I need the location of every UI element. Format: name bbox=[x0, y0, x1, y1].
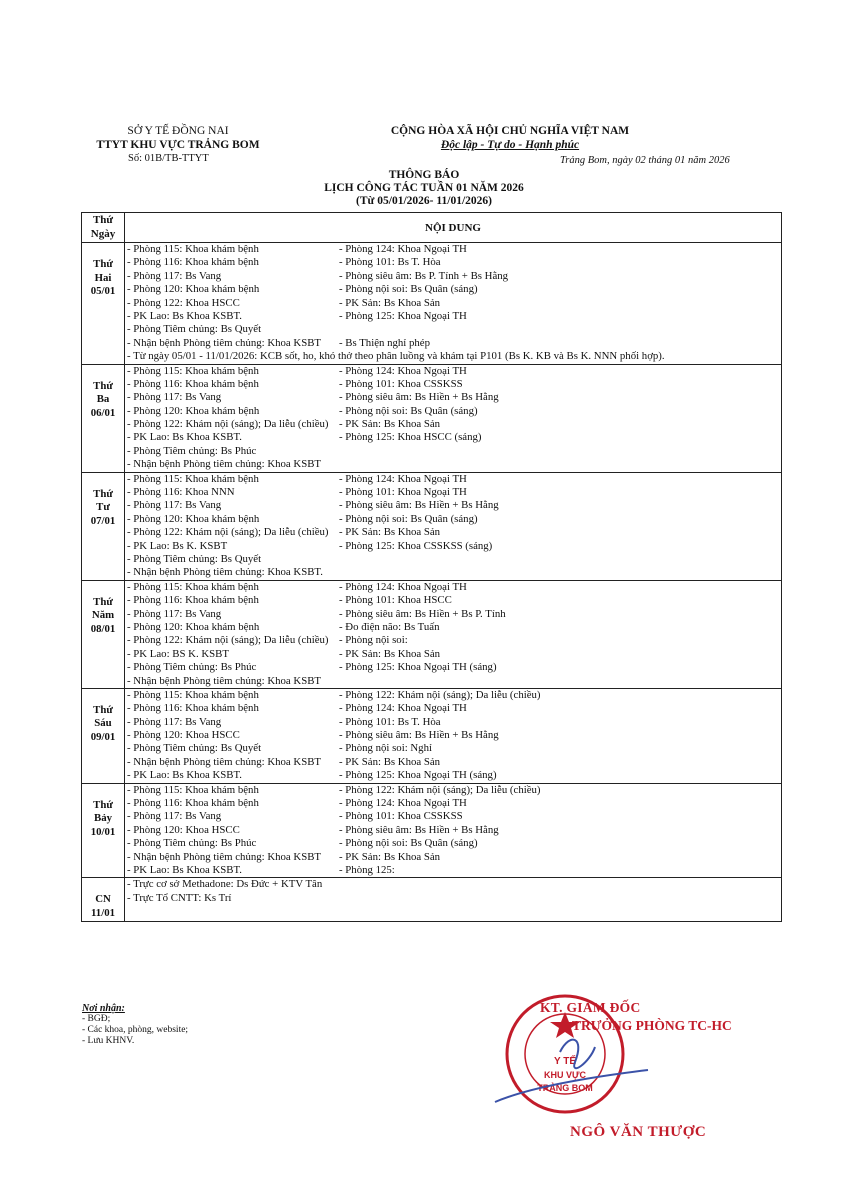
schedule-line bbox=[125, 513, 781, 526]
schedule-line bbox=[125, 648, 781, 661]
day-label: Bảy bbox=[94, 812, 112, 825]
schedule-line bbox=[125, 323, 781, 336]
assignment-right bbox=[339, 553, 781, 566]
assignment-left: - Phòng Tiêm chủng: Bs Phúc bbox=[127, 837, 257, 850]
assignment-left: - Nhận bệnh Phòng tiêm chủng: Khoa KSBT bbox=[127, 755, 322, 768]
day-row bbox=[82, 472, 782, 580]
doc-number: Số: 01B/TB-TTYT bbox=[128, 153, 209, 164]
schedule-line bbox=[125, 473, 781, 486]
schedule-line bbox=[125, 824, 781, 837]
schedule-line bbox=[125, 365, 781, 378]
assignment-left: - Nhận bệnh Phòng tiêm chủng: Khoa KSBT bbox=[127, 850, 322, 863]
schedule-line bbox=[125, 458, 781, 471]
day-content bbox=[125, 688, 782, 783]
assignment-left: - PK Lao: Bs Khoa KSBT. bbox=[127, 863, 242, 876]
title-line-1: THÔNG BÁO bbox=[388, 169, 460, 181]
schedule-line bbox=[125, 553, 781, 566]
day-label: 06/01 bbox=[90, 406, 116, 419]
assignment-right: - PK Sản: Bs Khoa Sản bbox=[339, 418, 441, 431]
assignment-right: - Phòng 125: Khoa Ngoại TH bbox=[339, 309, 467, 322]
assignment-right: - Phòng 124: Khoa Ngoại TH bbox=[339, 797, 467, 810]
schedule-line bbox=[125, 892, 781, 905]
schedule-line bbox=[125, 445, 781, 458]
day-label: 10/01 bbox=[90, 825, 116, 838]
assignment-right bbox=[339, 458, 781, 471]
schedule-line bbox=[125, 634, 781, 647]
assignment-right: - Phòng 124: Khoa Ngoại TH bbox=[339, 364, 467, 377]
day-label: Thứ bbox=[93, 379, 113, 392]
day-row bbox=[82, 878, 782, 922]
table-header-row bbox=[82, 213, 782, 243]
assignment-right bbox=[339, 566, 781, 579]
assignment-right: - Phòng 101: Khoa CSSKSS bbox=[339, 377, 463, 390]
assignment-right: - Đo điện não: Bs Tuấn bbox=[339, 620, 440, 633]
assignment-left: - Phòng 120: Khoa HSCC bbox=[127, 823, 240, 836]
assignment-right: - Phòng 124: Khoa Ngoại TH bbox=[339, 580, 467, 593]
day-row bbox=[82, 688, 782, 783]
assignment-left: - Phòng Tiêm chủng: Bs Phúc bbox=[127, 444, 257, 457]
assignment-right: - Phòng nội soi: Bs Quân (sáng) bbox=[339, 283, 478, 296]
day-label: Thứ bbox=[93, 487, 113, 500]
assignment-left: - PK Lao: Bs Khoa KSBT. bbox=[127, 309, 242, 322]
assignment-right bbox=[339, 892, 781, 905]
assignment-left: - Phòng 116: Khoa NNN bbox=[127, 486, 235, 499]
assignment-left: - PK Lao: Bs Khoa KSBT. bbox=[127, 431, 242, 444]
assignment-right: - Phòng siêu âm: Bs Hiền + Bs Hằng bbox=[339, 823, 499, 836]
recipients-block bbox=[82, 1003, 188, 1047]
day-label: Thứ bbox=[93, 703, 113, 716]
assignment-right: - Phòng nội soi: Bs Quân (sáng) bbox=[339, 512, 478, 525]
assignment-left: - Nhận bệnh Phòng tiêm chủng: Khoa KSBT bbox=[127, 674, 322, 687]
schedule-body bbox=[82, 243, 782, 922]
day-label: 08/01 bbox=[90, 622, 116, 635]
day-cell bbox=[82, 580, 125, 688]
day-label: 09/01 bbox=[90, 730, 116, 743]
assignment-left: - Phòng 116: Khoa khám bệnh bbox=[127, 256, 259, 269]
day-cell bbox=[82, 364, 125, 472]
assignment-right: - PK Sản: Bs Khoa Sản bbox=[339, 647, 441, 660]
assignment-left: - Phòng 120: Khoa khám bệnh bbox=[127, 512, 260, 525]
title-line-3: (Từ 05/01/2026- 11/01/2026) bbox=[356, 195, 492, 207]
assignment-left: - Phòng 117: Bs Vang bbox=[127, 607, 222, 620]
schedule-line bbox=[125, 878, 781, 891]
schedule-line bbox=[125, 689, 781, 702]
svg-text:Y TẾ: Y TẾ bbox=[553, 1056, 577, 1067]
assignment-right: - Phòng 125: bbox=[339, 863, 395, 876]
day-label: 11/01 bbox=[91, 906, 115, 919]
recipient-item: - Lưu KHNV. bbox=[82, 1036, 135, 1046]
assignment-left: - PK Lao: Bs Khoa KSBT. bbox=[127, 769, 242, 782]
day-label: Năm bbox=[91, 609, 115, 622]
schedule-line bbox=[125, 431, 781, 444]
schedule-table bbox=[81, 212, 782, 922]
schedule-line bbox=[125, 486, 781, 499]
day-label: Thứ bbox=[93, 798, 113, 811]
schedule-line bbox=[125, 391, 781, 404]
assignment-left: - Phòng 115: Khoa khám bệnh bbox=[127, 783, 259, 796]
assignment-left: - Phòng Tiêm chủng: Bs Quyết bbox=[127, 552, 262, 565]
assignment-right: - PK Sản: Bs Khoa Sản bbox=[339, 296, 441, 309]
assignment-left: - Nhận bệnh Phòng tiêm chủng: Khoa KSBT bbox=[127, 458, 322, 471]
schedule-line bbox=[125, 756, 781, 769]
assignment-left: - Phòng 117: Bs Vang bbox=[127, 269, 222, 282]
day-label: Hai bbox=[94, 271, 112, 284]
assignment-left: - Trực Tổ CNTT: Ks Trí bbox=[127, 891, 232, 904]
assignment-right: - Phòng 124: Khoa Ngoại TH bbox=[339, 243, 467, 255]
assignment-right: - Phòng 101: Bs T. Hòa bbox=[339, 715, 441, 728]
svg-text:TRẢNG BOM: TRẢNG BOM bbox=[537, 1083, 593, 1093]
schedule-line bbox=[125, 405, 781, 418]
schedule-line bbox=[125, 378, 781, 391]
schedule-line bbox=[125, 675, 781, 688]
header-day-1: Thứ bbox=[92, 214, 114, 226]
assignment-right bbox=[339, 323, 781, 336]
schedule-line bbox=[125, 864, 781, 877]
day-row bbox=[82, 783, 782, 878]
schedule-line bbox=[125, 499, 781, 512]
signer-name: NGÔ VĂN THƯỢC bbox=[570, 1124, 707, 1140]
schedule-line bbox=[125, 256, 781, 269]
day-content bbox=[125, 364, 782, 472]
assignment-left: - PK Lao: BS K. KSBT bbox=[127, 647, 229, 660]
schedule-line bbox=[125, 851, 781, 864]
assignment-left: - Phòng 116: Khoa khám bệnh bbox=[127, 377, 259, 390]
schedule-line bbox=[125, 270, 781, 283]
assignment-right: - Phòng siêu âm: Bs Hiền + Bs P. Tính bbox=[339, 607, 506, 620]
schedule-line bbox=[125, 581, 781, 594]
schedule-line bbox=[125, 243, 781, 256]
assignment-left: - Phòng 117: Bs Vang bbox=[127, 715, 222, 728]
assignment-left: - Phòng 120: Khoa khám bệnh bbox=[127, 283, 260, 296]
nation-title: CỘNG HÒA XÃ HỘI CHỦ NGHĨA VIỆT NAM bbox=[390, 125, 630, 137]
assignment-right: - PK Sản: Bs Khoa Sản bbox=[339, 526, 441, 539]
schedule-line bbox=[125, 418, 781, 431]
assignment-left: - Phòng 122: Khám nội (sáng); Da liễu (chiều) bbox=[127, 418, 329, 431]
schedule-line bbox=[125, 297, 781, 310]
schedule-line bbox=[125, 621, 781, 634]
recipient-item: - BGĐ; bbox=[82, 1014, 111, 1024]
assignment-left: - Phòng 116: Khoa khám bệnh bbox=[127, 594, 259, 607]
assignment-right: - Phòng 124: Khoa Ngoại TH bbox=[339, 702, 467, 715]
day-content bbox=[125, 878, 782, 922]
day-label: Sáu bbox=[94, 717, 112, 730]
assignment-left: - Phòng 120: Khoa khám bệnh bbox=[127, 620, 260, 633]
schedule-line bbox=[125, 742, 781, 755]
day-row bbox=[82, 580, 782, 688]
day-label: Thứ bbox=[93, 258, 113, 270]
assignment-left: - Trực cơ sở Methadone: Ds Đức + KTV Tân bbox=[127, 878, 323, 891]
assignment-left: - Phòng 115: Khoa khám bệnh bbox=[127, 472, 259, 485]
day-row bbox=[82, 364, 782, 472]
assignment-right: - PK Sản: Bs Khoa Sản bbox=[339, 850, 441, 863]
schedule-line bbox=[125, 566, 781, 579]
assignment-right: - Phòng 101: Khoa HSCC bbox=[339, 594, 452, 607]
signature-role: GIÁM ĐỐC bbox=[566, 1000, 641, 1015]
assignment-left: - Phòng 122: Khoa HSCC bbox=[127, 296, 240, 309]
doc-title bbox=[0, 169, 848, 208]
assignment-right: - Phòng 101: Khoa CSSKSS bbox=[339, 810, 463, 823]
day-cell bbox=[82, 243, 125, 365]
schedule-line bbox=[125, 810, 781, 823]
assignment-right: - Phòng nội soi: Nghỉ bbox=[339, 742, 432, 755]
assignment-left: - Phòng 120: Khoa khám bệnh bbox=[127, 404, 260, 417]
day-label: 05/01 bbox=[90, 285, 116, 297]
assignment-left: - Phòng 120: Khoa HSCC bbox=[127, 729, 240, 742]
assignment-right: - Bs Thiện nghỉ phép bbox=[339, 336, 430, 349]
assignment-right: - Phòng 125: Khoa Ngoại TH (sáng) bbox=[339, 769, 497, 782]
assignment-right: - Phòng 125: Khoa HSCC (sáng) bbox=[339, 431, 482, 444]
assignment-right: - Phòng 122: Khám nội (sáng); Da liễu (chiều) bbox=[339, 688, 541, 701]
assignment-right: - Phòng siêu âm: Bs P. Tính + Bs Hằng bbox=[339, 269, 509, 282]
header-day-2: Ngày bbox=[90, 227, 116, 240]
schedule-line bbox=[125, 608, 781, 621]
schedule-line bbox=[125, 526, 781, 539]
header-right bbox=[360, 124, 660, 152]
assignment-left: - Nhận bệnh Phòng tiêm chủng: Khoa KSBT. bbox=[127, 566, 323, 579]
recipient-item: - Các khoa, phòng, website; bbox=[82, 1025, 189, 1035]
assignment-left: - Phòng 116: Khoa khám bệnh bbox=[127, 797, 259, 810]
assignment-left: - Phòng 117: Bs Vang bbox=[127, 810, 222, 823]
title-line-2: LỊCH CÔNG TÁC TUẦN 01 NĂM 2026 bbox=[324, 182, 524, 194]
assignment-right bbox=[339, 445, 781, 458]
assignment-right: - Phòng nội soi: Bs Quân (sáng) bbox=[339, 837, 478, 850]
day-content bbox=[125, 243, 782, 365]
day-cell bbox=[82, 472, 125, 580]
day-label: 07/01 bbox=[90, 514, 116, 527]
assignment-left: - Nhận bệnh Phòng tiêm chủng: Khoa KSBT bbox=[127, 336, 322, 349]
schedule-line bbox=[125, 283, 781, 296]
assignment-left: - Phòng 122: Khám nội (sáng); Da liễu (chiều) bbox=[127, 634, 329, 647]
day-cell bbox=[82, 878, 125, 922]
day-label: CN bbox=[95, 893, 111, 906]
assignment-right: - Phòng 125: Khoa Ngoại TH (sáng) bbox=[339, 661, 497, 674]
assignment-left: - Phòng Tiêm chủng: Bs Quyết bbox=[127, 742, 262, 755]
schedule-line bbox=[125, 310, 781, 323]
motto: Độc lập - Tự do - Hạnh phúc bbox=[440, 139, 580, 151]
assignment-right: - PK Sản: Bs Khoa Sản bbox=[339, 755, 441, 768]
schedule-line bbox=[125, 337, 781, 350]
assignment-left: - Phòng 115: Khoa khám bệnh bbox=[127, 688, 259, 701]
schedule-line bbox=[125, 729, 781, 742]
schedule-line bbox=[125, 784, 781, 797]
assignment-left: - Phòng 117: Bs Vang bbox=[127, 391, 222, 404]
assignment-right: - Phòng 101: Khoa Ngoại TH bbox=[339, 486, 467, 499]
assignment-left: - Phòng 115: Khoa khám bệnh bbox=[127, 580, 259, 593]
assignment-right bbox=[339, 878, 781, 891]
schedule-line bbox=[125, 661, 781, 674]
schedule-line bbox=[125, 797, 781, 810]
assignment-left: - Phòng 122: Khám nội (sáng); Da liễu (chiều) bbox=[127, 526, 329, 539]
schedule-line bbox=[125, 702, 781, 715]
schedule-line bbox=[125, 540, 781, 553]
day-content bbox=[125, 580, 782, 688]
day-row bbox=[82, 243, 782, 365]
day-content bbox=[125, 472, 782, 580]
assignment-right: - Phòng 125: Khoa CSSKSS (sáng) bbox=[339, 539, 493, 552]
assignment-right: - Phòng nội soi: bbox=[339, 634, 408, 647]
assignment-right: - Phòng siêu âm: Bs Hiền + Bs Hằng bbox=[339, 729, 499, 742]
day-cell bbox=[82, 688, 125, 783]
assignment-left: - Phòng 116: Khoa khám bệnh bbox=[127, 702, 259, 715]
assignment-left: - Phòng 115: Khoa khám bệnh bbox=[127, 364, 259, 377]
header-content: NỘI DUNG bbox=[125, 213, 782, 243]
assignment-right: - Phòng 122: Khám nội (sáng); Da liễu (chiều) bbox=[339, 783, 541, 796]
recipients-title: Nơi nhận: bbox=[82, 1003, 125, 1014]
issue-date: Trảng Bom, ngày 02 tháng 01 năm 2026 bbox=[560, 155, 730, 166]
day-content bbox=[125, 783, 782, 878]
day-cell bbox=[82, 783, 125, 878]
header-day-cell bbox=[82, 213, 125, 243]
assignment-left: - Phòng 117: Bs Vang bbox=[127, 499, 222, 512]
signature-subtitle: TRƯỞNG PHÒNG TC-HC bbox=[572, 1018, 732, 1033]
assignment-right: - Phòng 124: Khoa Ngoại TH bbox=[339, 472, 467, 485]
schedule-line bbox=[125, 716, 781, 729]
schedule-line bbox=[125, 837, 781, 850]
assignment-left: - PK Lao: Bs K. KSBT bbox=[127, 539, 228, 552]
unit-name: TTYT KHU VỰC TRẢNG BOM bbox=[96, 139, 260, 151]
assignment-right: - Phòng siêu âm: Bs Hiền + Bs Hằng bbox=[339, 391, 499, 404]
assignment-right bbox=[339, 675, 781, 688]
assignment-left: - Phòng Tiêm chủng: Bs Phúc bbox=[127, 661, 257, 674]
schedule-line bbox=[125, 769, 781, 782]
assignment-right: - Phòng 101: Bs T. Hòa bbox=[339, 256, 441, 269]
day-label: Thứ bbox=[93, 595, 113, 608]
header-left bbox=[88, 124, 268, 166]
signature-prefix: KT. bbox=[540, 1000, 563, 1015]
svg-text:KHU VỰC: KHU VỰC bbox=[544, 1070, 586, 1080]
assignment-left: - Phòng 115: Khoa khám bệnh bbox=[127, 243, 259, 255]
assignment-left: - Phòng Tiêm chủng: Bs Quyết bbox=[127, 323, 262, 336]
dept-name: SỞ Y TẾ ĐỒNG NAI bbox=[127, 125, 229, 137]
assignment-right: - Phòng nội soi: Bs Quân (sáng) bbox=[339, 404, 478, 417]
day-label: Tư bbox=[96, 501, 110, 514]
day-label: Ba bbox=[96, 393, 110, 406]
schedule-line bbox=[125, 594, 781, 607]
signature-title bbox=[540, 1000, 641, 1016]
assignment-right: - Phòng siêu âm: Bs Hiền + Bs Hằng bbox=[339, 499, 499, 512]
schedule-note: - Từ ngày 05/01 - 11/01/2026: KCB sốt, ho, khó thở theo phân luồng và khám tại P101 (Bs K. KB và Bs K. NNN phối hợp). bbox=[127, 350, 665, 363]
